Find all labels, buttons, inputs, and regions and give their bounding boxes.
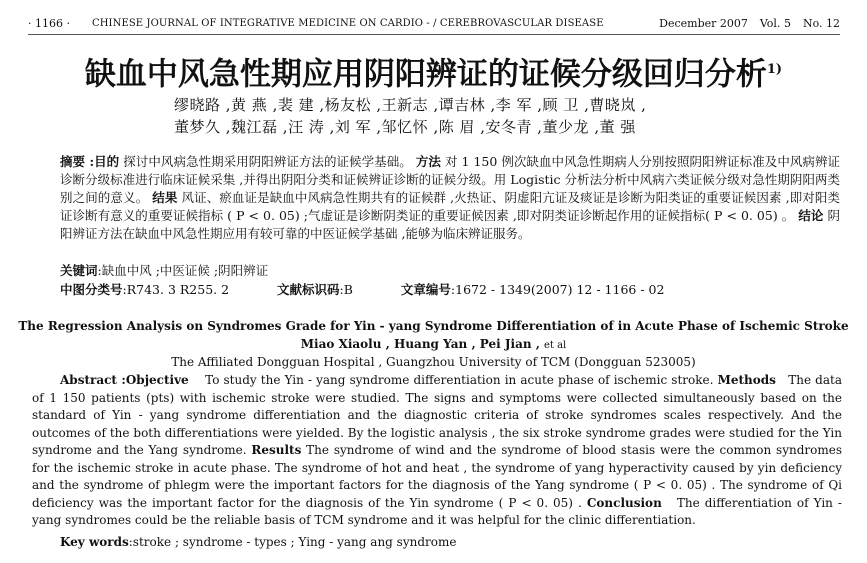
method-label: 方法	[415, 154, 441, 169]
en-results: The syndrome of wind and the syndrome of blood stasis were the common syndromes for the ischemic stroke in acute phase. The syndrome of hot and heat , the syndrome of yang hyperactivity caused by yin deficiency and the syndrome of phlegm were the important factors for the diagnosis of the Yang syndrome ( P < 0. 05) . The syndrome of Qi deficiency was the important factor for the diagnosis of the Yin syndrome ( P < 0. 05) .	[32, 443, 842, 510]
en-results-label: Results	[251, 443, 302, 457]
english-author-names: Miao Xiaolu , Huang Yan , Pei Jian ,	[300, 337, 540, 351]
chinese-abstract	[60, 153, 840, 243]
article-number-value: :1672 - 1349(2007) 12 - 1166 - 02	[450, 282, 665, 297]
en-methods: The data of 1 150 patients (pts) with ischemic stroke were studied. The signs and symptoms were collected simultaneously based on the standard of Yin - yang syndrome differentiation and the diagnostic criteria of stroke syndromes scales respectively. And the outcomes of the both differentiations were yielded. By the logistic analysis , the six stroke syndrome grades were studied for the Yin syndrome and the Yang syndrome.	[32, 373, 842, 457]
en-methods-label: Methods	[717, 373, 776, 387]
chinese-title-text: 缺血中风急性期应用阴阳辨证的证候分级回归分析	[84, 56, 767, 93]
abstract-conclusion: 阴阳辨证方法在缺血中风急性期应用有较可靠的中医证候学基础 ,能够为临床辨证服务。	[60, 208, 840, 241]
title-footnote-mark: 1)	[766, 62, 783, 77]
chinese-keywords	[60, 262, 268, 280]
result-label: 结果	[152, 190, 178, 205]
keywords-text: :缺血中风 ;中医证候 ;阴阳辨证	[97, 263, 269, 278]
authors-line-2: 董梦久 ,魏江磊 ,汪 涛 ,刘 军 ,邹忆怀 ,陈 眉 ,安冬青 ,董少龙 ,董 强	[174, 118, 636, 136]
page-number: · 1166 ·	[28, 16, 70, 30]
keywords-label: 关键词	[60, 263, 98, 278]
clc-label: 中图分类号	[60, 282, 123, 297]
en-conclusion: The differentiation of Yin - yang syndromes could be the reliable basis of TCM syndrome and it was helpful for the clinic differentiation.	[32, 495, 842, 527]
en-abstract-label: Abstract :Objective	[60, 373, 189, 387]
volume: Vol. 5	[759, 16, 791, 30]
chinese-authors	[174, 94, 734, 138]
doc-code-value: :B	[339, 282, 353, 297]
authors-line-1: 缪晓路 ,黄 燕 ,裴 建 ,杨友松 ,王新志 ,谭吉林 ,李 军 ,顾 卫 ,曹晓岚 ,	[174, 96, 647, 114]
abstract-label: 摘要 :目的	[60, 154, 120, 169]
abstract-objective: 探讨中风病急性期采用阴阳辨证方法的证候学基础。	[123, 154, 412, 169]
abstract-method: 对 1 150 例次缺血中风急性期病人分别按照阴阳辨证标准及中风病辨证诊断分级标准进行临床证候采集 ,并得出阴阳分类和证候辨证诊断的证候分级。用 Logistic 分析法分析中风病六类证候分级对急性期阴阳两类别之间的意义。	[60, 154, 840, 205]
et-al: et al	[543, 340, 567, 351]
english-authors	[0, 336, 867, 354]
en-conclusion-label: Conclusion	[586, 495, 662, 510]
english-title: The Regression Analysis on Syndromes Grade for Yin - yang Syndrome Differentiation of in Acute Phase of Ischemic Stroke	[18, 319, 849, 333]
chinese-title	[0, 50, 867, 94]
issue-number: No. 12	[802, 16, 840, 30]
en-keywords-text: :stroke ; syndrome - types ; Ying - yang ang syndrome	[128, 535, 457, 549]
en-objective: To study the Yin - yang syndrome differentiation in acute phase of ischemic stroke.	[205, 373, 714, 387]
abstract-result: 风证、瘀血证是缺血中风病急性期共有的证候群 ,火热证、阴虚阳亢证及痰证是诊断为阳类证的重要证候因素 ,即对阳类证诊断有意义的重要证候指标 ( P < 0. 05) ;气虚证是诊断阴类证的重要证候因素 ,即对阴类证诊断起作用的证候指标( P < 0. 05) 。	[60, 190, 840, 223]
doc-code-label: 文献标识码	[277, 282, 340, 297]
english-keywords	[60, 534, 456, 551]
running-header	[28, 14, 840, 35]
journal-name: CHINESE JOURNAL OF INTEGRATIVE MEDICINE ON CARDIO - / CEREBROVASCULAR DISEASE	[91, 17, 604, 29]
conclusion-label: 结论	[798, 208, 824, 223]
clc-value: :R743. 3 R255. 2	[122, 282, 230, 297]
classification-line	[60, 281, 664, 299]
english-abstract	[32, 372, 842, 530]
issue-date: December 2007	[659, 16, 748, 30]
en-keywords-label: Key words	[60, 535, 129, 549]
article-number-label: 文章编号	[400, 282, 451, 297]
english-affiliation: The Affiliated Dongguan Hospital , Guangzhou University of TCM (Dongguan 523005)	[171, 355, 696, 369]
